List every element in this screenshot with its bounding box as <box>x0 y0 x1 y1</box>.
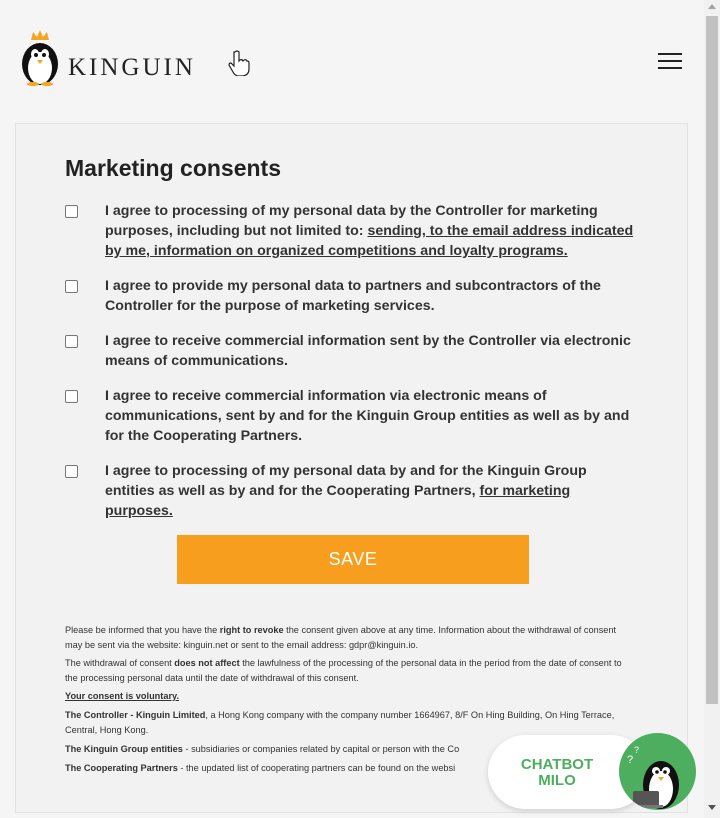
scroll-down-icon[interactable] <box>708 805 716 810</box>
fine-print-partners: The Cooperating Partners - the updated list of cooperating partners can be found on the websi <box>65 763 456 773</box>
consent-checkbox-5[interactable] <box>65 465 78 478</box>
brand-name: KINGUIN <box>68 54 196 81</box>
consent-text-2: I agree to provide my personal data to partners and subcontractors of the Controller for the purpose of marketing services. <box>105 278 601 314</box>
fine-print-withdrawal: The withdrawal of consent does not affect the lawfulness of the processing of the personal data in the period from the date of consent to the processing personal data until the date of withdrawal of this consent. <box>65 658 622 683</box>
marketing-consents-card <box>15 123 688 813</box>
kinguin-logo[interactable] <box>20 30 196 86</box>
fine-print-revoke: Please be informed that you have the right to revoke the consent given above at any time. Information about the withdrawal of consent may be sent via the website: kinguin.net or sent to the email address: gdpr@kinguin.io. <box>65 625 617 650</box>
menu-hamburger-icon[interactable] <box>658 53 682 71</box>
hand-cursor-icon <box>228 50 250 76</box>
consent-link-1[interactable]: sending, to the email address indicated by me, information on organized competitions and loyalty programs. <box>105 223 634 259</box>
chatbot-milo-widget[interactable] <box>488 733 696 810</box>
save-button[interactable]: SAVE <box>177 535 529 584</box>
consent-link-5[interactable]: for marketing purposes. <box>105 483 571 519</box>
scrollbar-thumb[interactable] <box>706 16 718 704</box>
page-scrollbar[interactable] <box>704 0 720 818</box>
fine-print-voluntary: Your consent is voluntary. <box>65 691 180 701</box>
fine-print-group-entities: The Kinguin Group entities - subsidiaries or companies related by capital or person with the Co <box>65 744 460 754</box>
svg-text:?: ? <box>634 745 640 755</box>
consent-checkbox-1[interactable] <box>65 205 78 218</box>
page-title: Marketing consents <box>65 155 281 181</box>
consent-item-controller-commercial <box>65 331 645 371</box>
scroll-up-icon[interactable] <box>708 4 716 9</box>
chatbot-label: CHATBOT MILO <box>520 756 594 789</box>
consent-item-marketing-processing <box>65 201 645 261</box>
consent-item-group-commercial <box>65 386 645 446</box>
consent-text-4: I agree to receive commercial information via electronic means of communications, sent by and for the Kinguin Group entities as well as by and for the Cooperating Partners. <box>105 388 630 444</box>
consent-text-1: I agree to processing of my personal data by the Controller for marketing purposes, including but not limited to: <box>105 203 598 239</box>
consent-checkbox-2[interactable] <box>65 280 78 293</box>
chatbot-penguin-avatar-icon[interactable] <box>619 733 696 810</box>
svg-text:?: ? <box>627 754 634 766</box>
site-header <box>0 0 704 116</box>
fine-print-controller: The Controller - Kinguin Limited, a Hong Kong company with the company number 1664967, 8/F On Hing Building, On Hing Terrace, Central, Hong Kong. <box>65 710 615 735</box>
consent-item-group-processing <box>65 461 645 521</box>
consent-item-partners <box>65 276 645 316</box>
consent-text-3: I agree to receive commercial information sent by the Controller via electronic means of communications. <box>105 333 631 369</box>
consent-checkbox-3[interactable] <box>65 335 78 348</box>
penguin-logo-icon <box>20 30 60 86</box>
consent-checkbox-4[interactable] <box>65 390 78 403</box>
consent-text-5: I agree to processing of my personal data by and for the Kinguin Group entities as well as by and for the Cooperating Partners, <box>105 463 587 499</box>
